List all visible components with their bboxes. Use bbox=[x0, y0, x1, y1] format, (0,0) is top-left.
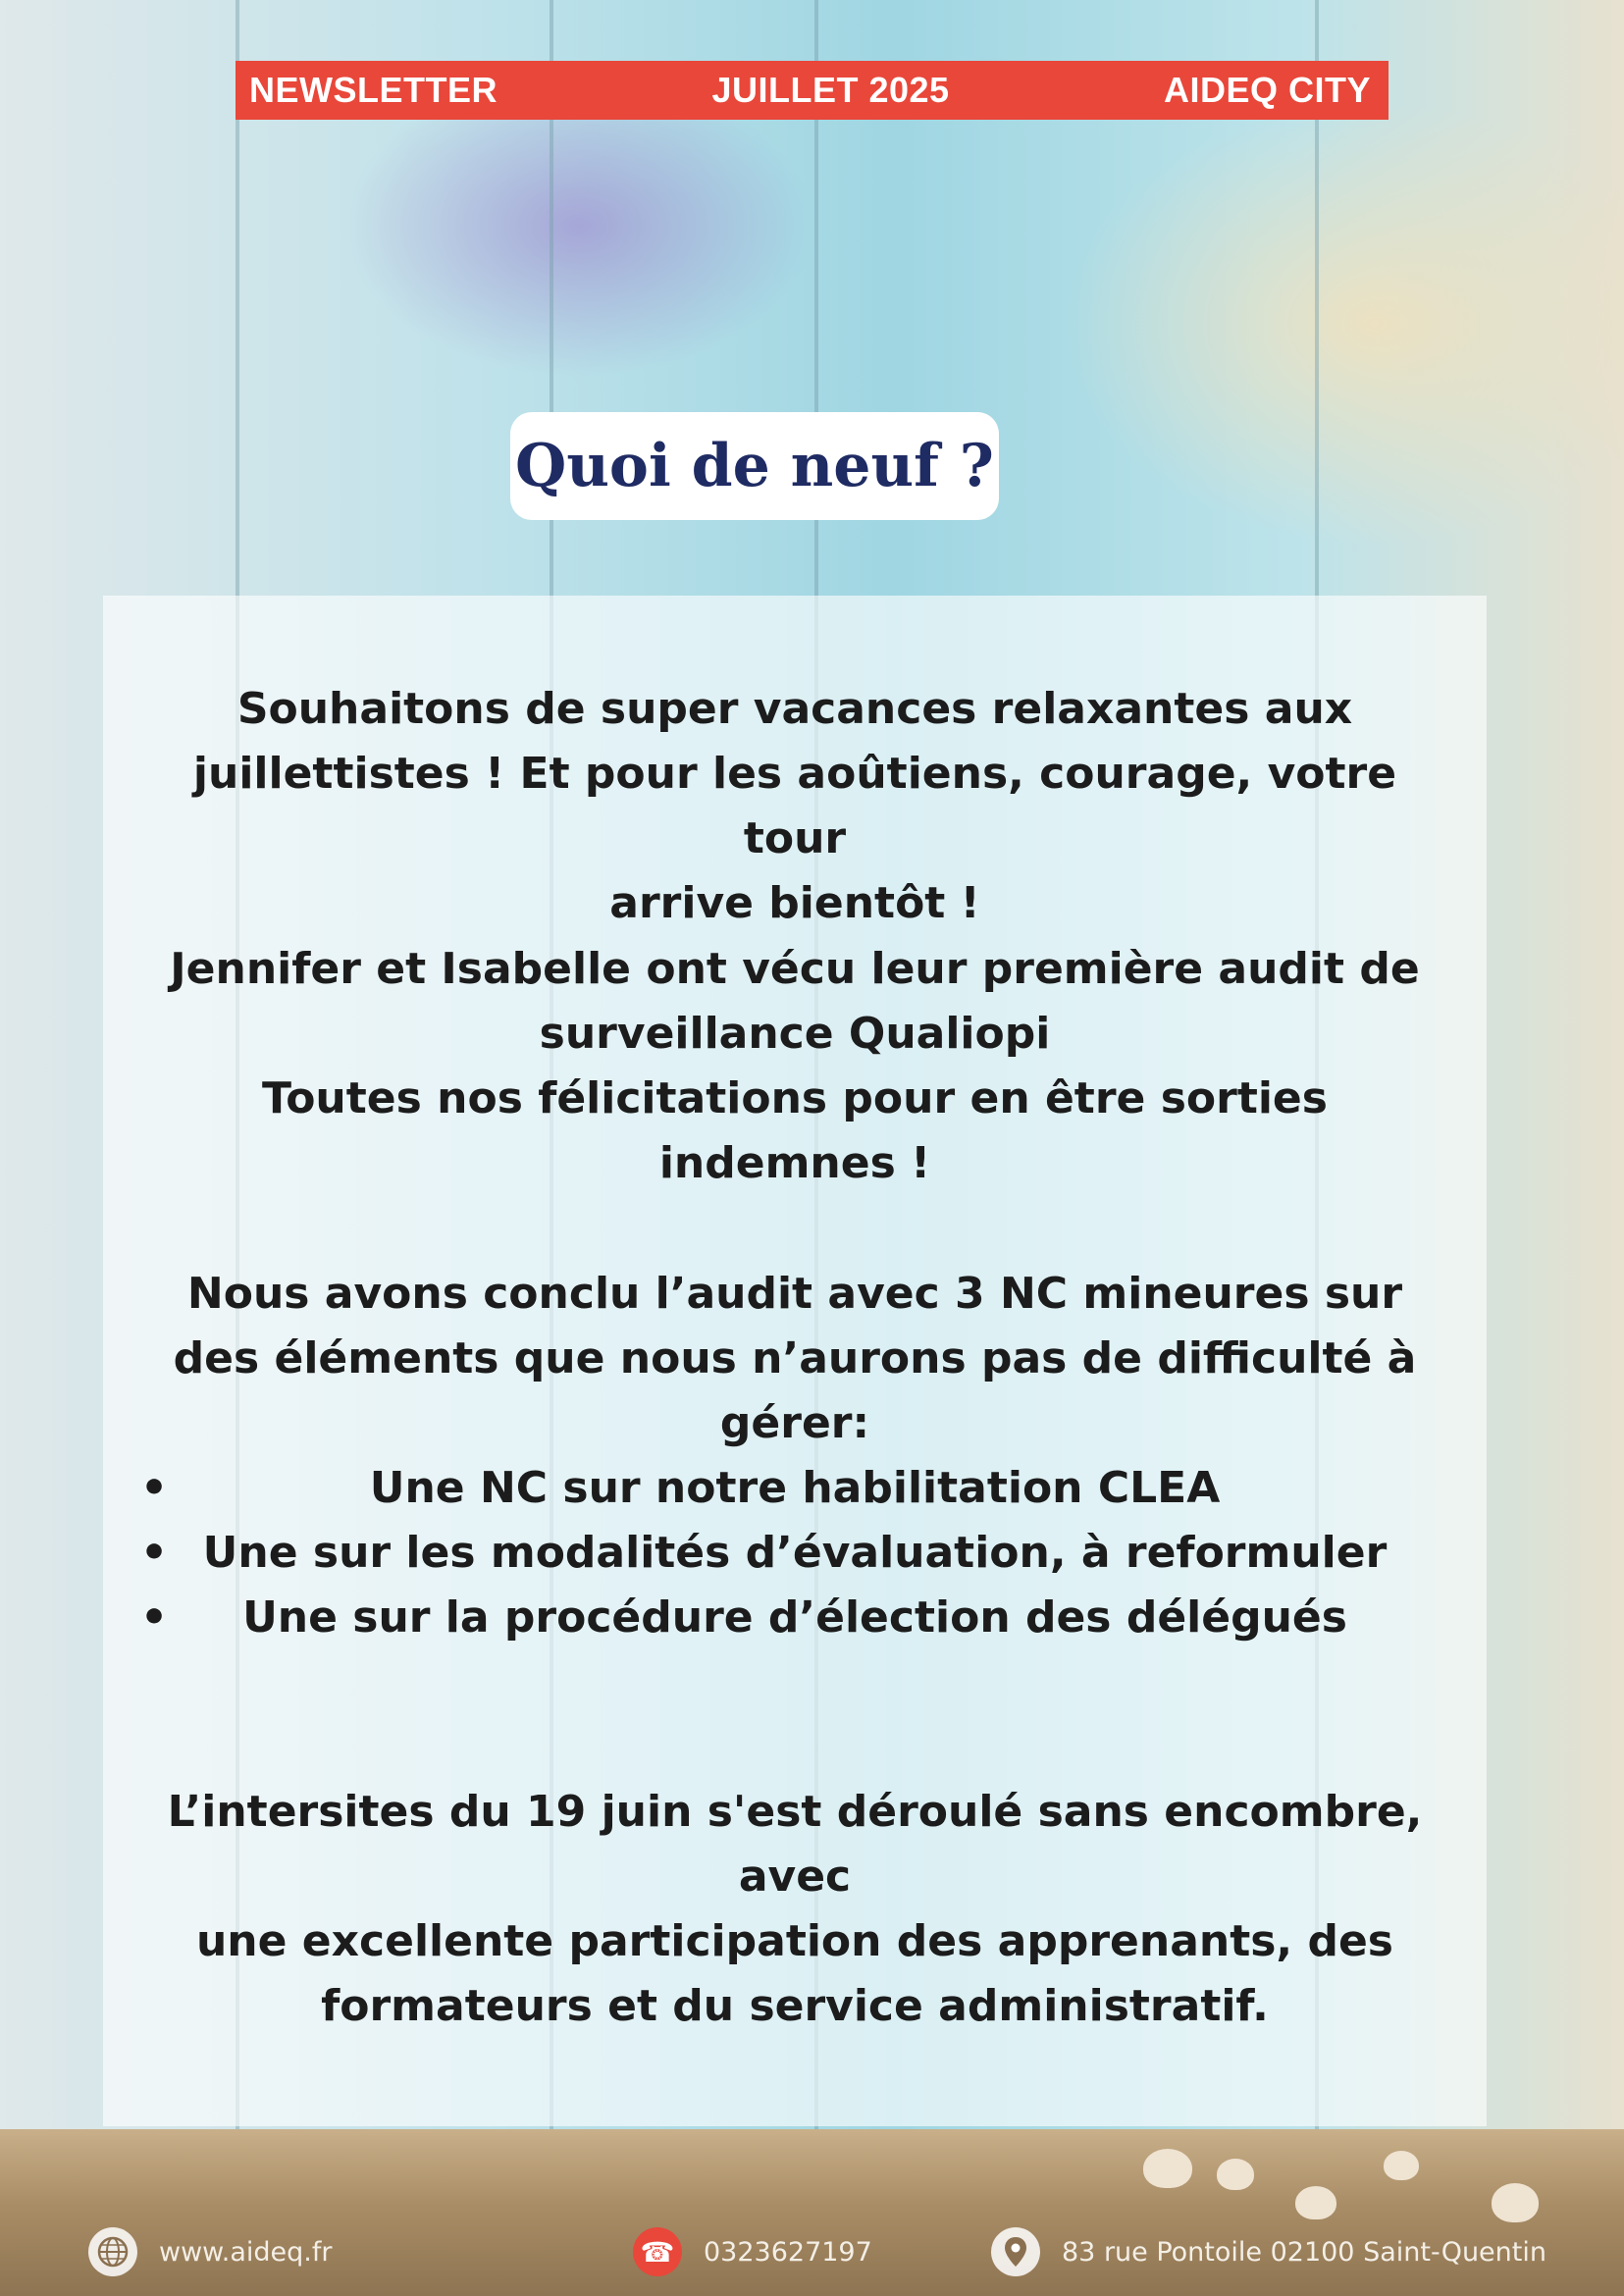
footer-address bbox=[991, 2227, 1546, 2276]
conclusion-line: gérer: bbox=[719, 1398, 870, 1448]
phone-icon: ☎ bbox=[633, 2227, 682, 2276]
address-text: 83 rue Pontoile 02100 Saint-Quentin bbox=[1062, 2236, 1546, 2268]
list-item: • Une sur les modalités d’évaluation, à reformuler bbox=[103, 1521, 1487, 1586]
audit-line: Jennifer et Isabelle ont vécu leur première audit de bbox=[170, 944, 1420, 994]
audit-paragraph bbox=[103, 937, 1487, 1196]
nc-bullet-list bbox=[103, 1456, 1487, 1650]
bullet-icon: • bbox=[140, 1528, 169, 1578]
seashell-decoration bbox=[1384, 2151, 1419, 2180]
header-date: JUILLET 2025 bbox=[711, 70, 950, 110]
audit-line: surveillance Qualiopi bbox=[539, 1009, 1051, 1059]
list-item: • Une sur la procédure d’élection des délégués bbox=[103, 1586, 1487, 1650]
audit-line: indemnes ! bbox=[658, 1138, 931, 1188]
footer-website[interactable] bbox=[88, 2227, 332, 2276]
intersites-line: L’intersites du 19 juin s'est déroulé sans encombre, avec bbox=[167, 1787, 1423, 1902]
footer bbox=[0, 2129, 1624, 2296]
intersites-line: une excellente participation des apprenants, des bbox=[195, 1916, 1393, 1966]
audit-line: Toutes nos félicitations pour en être sorties bbox=[262, 1073, 1328, 1123]
seashell-decoration bbox=[1492, 2183, 1539, 2222]
conclusion-line: Nous avons conclu l’audit avec 3 NC mineures sur bbox=[186, 1269, 1403, 1319]
conclusion-paragraph bbox=[103, 1262, 1487, 1456]
phone-number[interactable]: 0323627197 bbox=[704, 2236, 872, 2268]
list-item: • Une NC sur notre habilitation CLEA bbox=[103, 1456, 1487, 1521]
bullet-icon: • bbox=[140, 1463, 169, 1513]
intersites-line: formateurs et du service administratif. bbox=[321, 1981, 1269, 2031]
header-organization: AIDEQ CITY bbox=[1163, 70, 1371, 110]
bullet-icon: • bbox=[140, 1592, 169, 1643]
seashell-decoration bbox=[1295, 2186, 1336, 2219]
conclusion-line: des éléments que nous n’aurons pas de difficulté à bbox=[173, 1333, 1417, 1383]
intro-line: arrive bientôt ! bbox=[609, 878, 980, 928]
footer-phone[interactable] bbox=[633, 2227, 872, 2276]
header-newsletter: NEWSLETTER bbox=[249, 70, 498, 110]
seashell-decoration bbox=[1217, 2159, 1254, 2190]
location-pin-icon bbox=[991, 2227, 1040, 2276]
content-panel bbox=[103, 596, 1487, 2126]
intro-line: juillettistes ! Et pour les aoûtiens, courage, votre tour bbox=[192, 749, 1397, 863]
header-bar bbox=[236, 61, 1388, 120]
globe-icon bbox=[88, 2227, 137, 2276]
seashell-decoration bbox=[1143, 2149, 1192, 2188]
page-title: Quoi de neuf ? bbox=[510, 412, 999, 520]
website-link[interactable]: www.aideq.fr bbox=[159, 2236, 333, 2268]
intro-paragraph bbox=[103, 677, 1487, 936]
intro-line: Souhaitons de super vacances relaxantes aux bbox=[236, 684, 1353, 734]
intersites-paragraph bbox=[103, 1780, 1487, 2039]
